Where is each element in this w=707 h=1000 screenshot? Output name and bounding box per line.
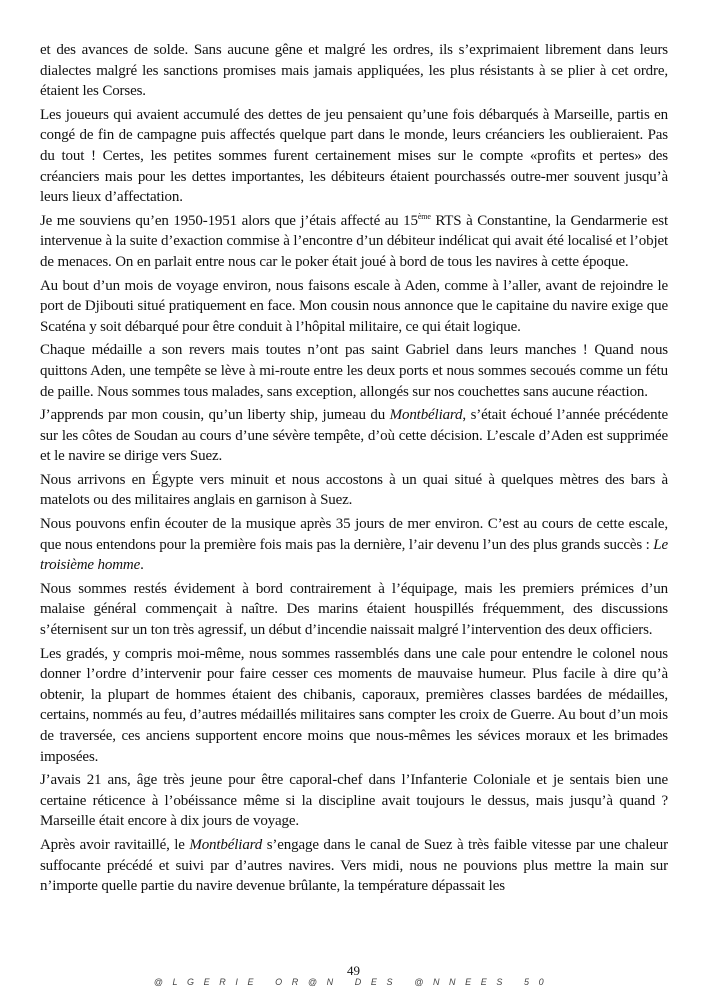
paragraph-8-part-1: Nous pouvons enfin écouter de la musique après 35 jours de mer environ. C’est au cours de cette escale, que nous entendons pour la première fois mais pas la dernière, l’air devenu l’un des plus grands succès : bbox=[40, 516, 668, 553]
paragraph-2: Les joueurs qui avaient accumulé des dettes de jeu pensaient qu’une fois débarqués à Marseille, partis en congé de fin de campagne puis affectés quelque part dans le monde, leurs créanciers les oublieraient. Pas du tout ! Certes, les petites sommes furent certainement mises sur le compte «profits et pertes» des créanciers mais pour les dettes importantes, les débiteurs étaient pourchassés outre-mer souvent jusqu’à leurs lieux d’affectation. bbox=[40, 106, 668, 206]
ordinal-superscript: ème bbox=[417, 211, 431, 221]
paragraph-3 bbox=[40, 211, 668, 273]
paragraph-5: Chaque médaille a son revers mais toutes n’ont pas saint Gabriel dans leurs manches ! Quand nous quittons Aden, une tempête se lève à mi-route entre les deux ports et nous sommes secoués comme un fétu de paille. Nous sommes tous malades, sans exception, allongés sur nos couchettes sans aucune réaction. bbox=[40, 342, 668, 400]
paragraph-10: Les gradés, y compris moi-même, nous sommes rassemblés dans une cale pour entendre le colonel nous donner l’ordre d’intervenir pour faire cesser ces moments de mauvaise humeur. Plus facile à dire qu’à obtenir, la plupart de hommes étaient des chibanis, caporaux, premières classes bardées de médailles, certains, nommés au feu, d’autres médaillés militaires sans compter les croix de Guerre. Au bout d’un mois de traversée, ces anciens supportent encore moins que nous-mêmes les sévices moraux et les brimades imposées. bbox=[40, 645, 668, 765]
paragraph-6-part-1: J’apprends par mon cousin, qu’un liberty ship, jumeau du bbox=[40, 407, 390, 424]
page-body bbox=[40, 40, 668, 900]
paragraph-6 bbox=[40, 405, 668, 467]
running-footer: @LGERIE OR@N DES @NNEES 50 bbox=[153, 977, 554, 987]
ship-name: Montbéliard bbox=[189, 836, 263, 853]
paragraph-12-part-1: Après avoir ravitaillé, le bbox=[40, 836, 190, 853]
paragraph-3-part-2: RTS à Constantine, la Gendarmerie est intervenue à la suite d’exaction commise à l’encontre d’un débiteur indélicat qui avait été localisé et l’objet de menaces. On en parlait entre nous car le poker était joué à bord de tous les navires à cette époque. bbox=[40, 212, 668, 270]
paragraph-12 bbox=[40, 835, 668, 897]
paragraph-4: Au bout d’un mois de voyage environ, nous faisons escale à Aden, comme à l’aller, avant de rejoindre le port de Djibouti situé pratiquement en face. Mon cousin nous annonce que le capitaine du navire exige que Scaténa y soit débarqué pour être conduit à l’hôpital militaire, ce qui était logique. bbox=[40, 277, 668, 335]
paragraph-12-part-2: s’engage dans le canal de Suez à très faible vitesse par une chaleur suffocante précédé et suivi par d’autres navires. Vers midi, nous ne pouvions plus mettre la main sur n’importe quelle partie du navire devenue brûlante, la température dépassait les bbox=[40, 836, 668, 895]
paragraph-9: Nous sommes restés évidement à bord contrairement à l’équipage, mais les premiers prémices d’un malaise général commençait à naître. Des marins étaient houspillés fréquemment, des discussions s’éternisent sur un ton très agressif, un début d’incendie naissait malgré l’intervention des deux officiers. bbox=[40, 580, 668, 639]
page-number: 49 bbox=[347, 963, 360, 978]
ship-name: Montbéliard bbox=[389, 407, 463, 424]
paragraph-8-part-2: . bbox=[140, 557, 144, 574]
paragraph-1: et des avances de solde. Sans aucune gêne et malgré les ordres, ils s’exprimaient librement dans leurs dialectes malgré les sanctions promises mais jamais appliquées, les plus résistants à se plier à cet ordre, étaient les Corses. bbox=[40, 42, 668, 100]
paragraph-3-part-1: Je me souviens qu’en 1950-1951 alors que j’étais affecté au 15 bbox=[40, 212, 418, 229]
paragraph-7: Nous arrivons en Égypte vers minuit et nous accostons à un quai situé à quelques mètres des bars à matelots ou des militaires anglais en garnison à Suez. bbox=[40, 471, 668, 509]
song-title: Le troisième homme bbox=[40, 536, 668, 574]
paragraph-6-part-2: , s’était échoué l’année précédente sur les côtes de Soudan au cours d’une sévère tempête, d’où cette décision. L’escale d’Aden est supprimée et le navire se dirige vers Suez. bbox=[40, 407, 668, 465]
paragraph-11: J’avais 21 ans, âge très jeune pour être caporal-chef dans l’Infanterie Coloniale et je sentais bien une certaine réticence à l’obéissance même si la discipline avait toujours le dessus, mais jusqu’à quand ? Marseille était encore à dix jours de voyage. bbox=[40, 772, 668, 830]
paragraph-8 bbox=[40, 514, 668, 576]
